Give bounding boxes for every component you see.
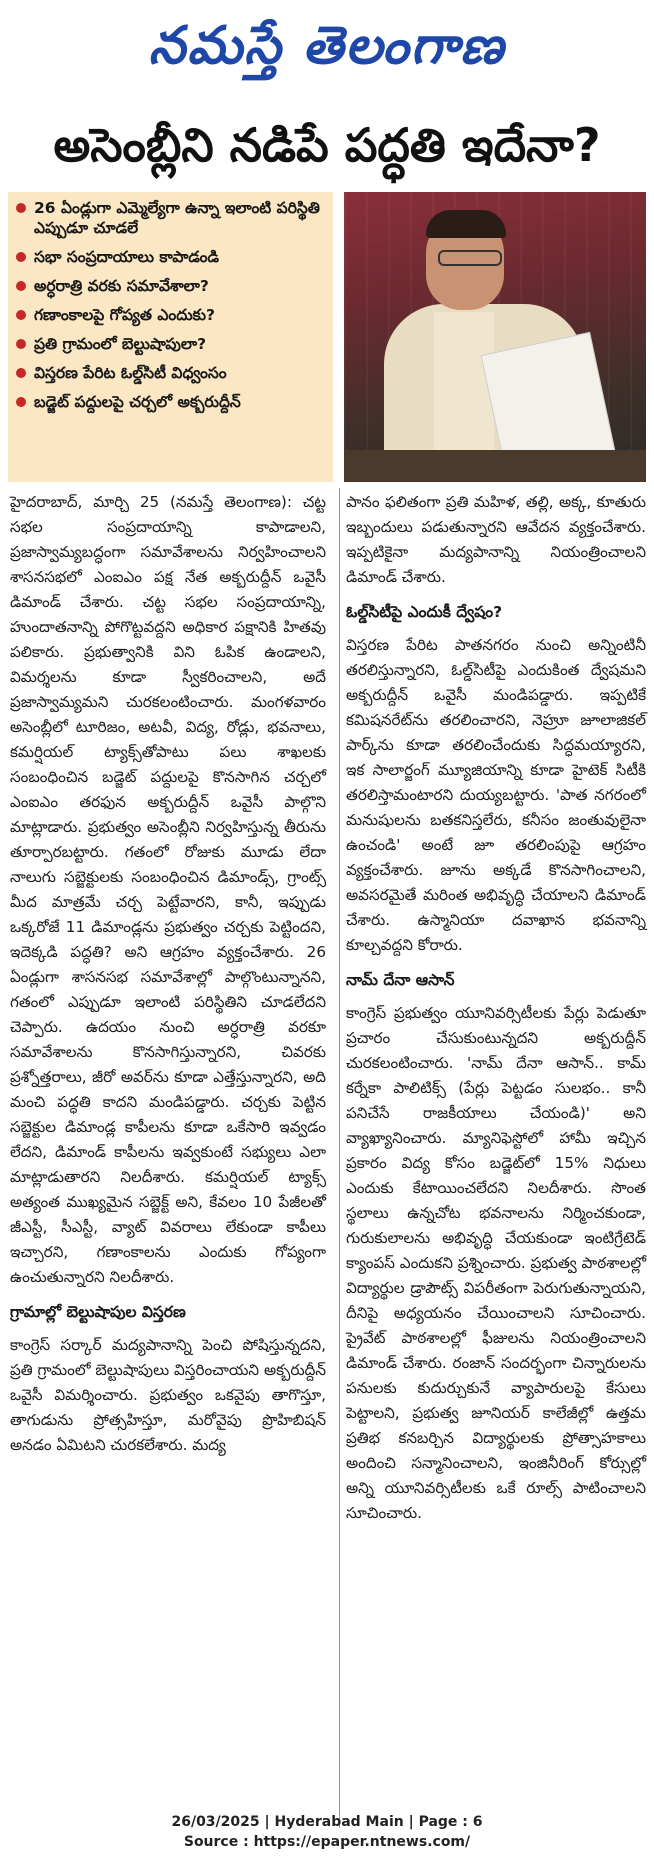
photo-figure-glasses [438,250,502,266]
section-subheading: నామ్ దేనా ఆసాన్ [346,971,455,989]
bullet-icon [16,310,26,320]
article-paragraph: హైదరాబాద్, మార్చి 25 (నమస్తే తెలంగాణ): చట్ట సభల సంప్రదాయాన్ని కాపాడాలని, ప్రజాస్వామ్యబద్ధంగా సమావేశాలను నిర్వహించాలని శాసనసభలో ఎంఐఎం పక్ష నేత అక్బరుద్దీన్ ఒవైసీ డిమాండ్ చేశారు. చట్ట సభల సంప్రదాయాన్ని, హుందాతనాన్ని పోగొట్టవద్దని అధికార పక్షానికి హితవు పలికారు. ప్రభుత్వానికి విని ఓపిక ఉండాలని, విమర్శలను కూడా స్వీకరించాలని, అదే ప్రజాస్వామ్యమని చురకలంటించారు. మంగళవారం అసెంబ్లీలో టూరిజం, అటవీ, విద్య, రోడ్లు, భవనాలు, కమర్షియల్ ట్యాక్స్‌తోపాటు పలు శాఖలకు సంబంధించిన బడ్జెట్ పద్దులపై కొనసాగిన చర్చలో ఎంఐఎం తరఫున అక్బరుద్దీన్ ఒవైసీ పాల్గొని మాట్లాడారు. ప్రభుత్వం అసెంబ్లీని నిర్వహిస్తున్న తీరును తూర్పారబట్టారు. గతంలో రోజుకు మూడు లేదా నాలుగు సబ్జెక్టులకు సంబంధించిన డిమాండ్స్, గ్రాంట్స్ మీద మాత్రమే చర్చ పెట్టేవారని, కానీ, ఇప్పుడు ఒక్కరోజే 11 డిమాండ్లను ప్రభుత్వం చర్చకు పెట్టిందని, ఇదెక్కడి పద్ధతి? అని ఆగ్రహం వ్యక్తంచేశారు. 26 ఏండ్లుగా శాసనసభ సమావేశాల్లో పాల్గొంటున్నానని, గతంలో ఎప్పుడూ ఇలాంటి పరిస్థితిని చూడలేదని చెప్పారు. ఉదయం నుంచి అర్ధరాత్రి వరకూ సమావేశాలను కొనసాగిస్తున్నారని, చివరకు ప్రశ్నోత్తరాలు, జీరో అవర్‌ను కూడా ఎత్తేస్తున్నారని, అది మంచి పద్ధతి కాదని మండిపడ్డారు. చర్చకు పెట్టిన సబ్జెక్టుల డిమాండ్ల కాపీలను కూడా ఒకేసారి ఇవ్వడం లేదని, డిమాండ్ కాపీలను ఇవ్వకుంటే సభ్యులు ఎలా మాట్లాడుతారని నిలదీశారు. కమర్షియల్ ట్యాక్స్ అత్యంత ముఖ్యమైన సబ్జెక్ట్ అని, కేవలం 10 పేజీలతో జీఎస్టీ, సీఎస్టీ, వ్యాట్ వివరాలు లేకుండా కాపీలు ఇచ్చారని, గణాంకాలను ఎందుకు గోప్యంగా ఉంచుతున్నారని నిలదీశారు. [10,493,326,1286]
article-paragraph: పానం ఫలితంగా ప్రతి మహిళ, తల్లి, అక్క, కూతురు ఇబ్బందులు పడుతున్నారని ఆవేదన వ్యక్తంచేశారు. ఇప్పటికైనా మద్యపానాన్ని నియంత్రించాలని డిమాండ్ చేశారు. [346,493,646,586]
highlight-text: సభా సంప్రదాయాలు కాపాడండి [34,248,219,266]
highlight-text: ప్రతి గ్రామంలో బెల్టుషాపులా? [34,335,207,353]
highlights-list [8,192,333,412]
highlight-text: గణాంకాలపై గోప్యత ఎందుకు? [34,306,215,324]
footer-source: Source : https://epaper.ntnews.com/ [183,1834,471,1850]
article-paragraph: కాంగ్రెస్ సర్కార్ మద్యపానాన్ని పెంచి పోషిస్తున్నదని, ప్రతి గ్రామంలో బెల్టుషాపులు విస్తరించాయని అక్బరుద్దీన్ ఒవైసీ విమర్శించారు. ప్రభుత్వం ఒకవైపు తాగొస్తూ, తాగుడును ప్రోత్సహిస్తూ, మరోవైపు ప్రొహిబిషన్ అనడం ఏమిటని చురకలేశారు. మద్య [10,1336,326,1454]
photo-figure-hair [426,210,506,238]
photo-desk [344,450,646,482]
bullet-icon [16,397,26,407]
right-column [346,490,646,1526]
left-column [10,490,326,1458]
speaker-photo [344,192,646,482]
highlight-text: విస్తరణ పేరిట ఓల్డ్‌సిటీ విధ్వంసం [34,364,227,382]
highlight-item [14,363,327,383]
bullet-icon [16,368,26,378]
column-divider [339,488,340,1828]
bullet-icon [16,339,26,349]
highlight-item [14,334,327,354]
headline-text: అసెంబ్లీని నడిపే పద్ధతి ఇదేనా? [53,118,601,172]
highlight-text: అర్ధరాత్రి వరకు సమావేశాలా? [34,277,209,295]
page-footer [0,1812,654,1852]
highlight-item [14,198,327,238]
highlights-box [8,192,333,482]
section-subheading: గ్రామాల్లో బెల్టుషాపుల విస్తరణ [10,1303,186,1321]
highlight-text: బడ్జెట్ పద్దులపై చర్చలో అక్బరుద్దీన్ [34,393,241,411]
highlight-text: 26 ఏండ్లుగా ఎమ్మెల్యేగా ఉన్నా ఇలాంటి పరిస్థితి ఎప్పుడూ చూడలే [34,199,320,237]
bullet-icon [16,252,26,262]
highlight-item [14,305,327,325]
highlight-item [14,247,327,267]
section-subheading: ఓల్డ్‌సిటీపై ఎందుకీ ద్వేషం? [346,603,503,621]
masthead [0,0,654,92]
article-paragraph: విస్తరణ పేరిట పాతనగరం నుంచి అన్నింటినీ తరలిస్తున్నారని, ఓల్డ్‌సిటీపై ఎందుకింత ద్వేషమని అక్బరుద్దీన్ ఒవైసీ మండిపడ్డారు. ఇప్పటికే కమిషనరేట్‌ను తరలించారని, నెహ్రూ జూలాజికల్ పార్క్‌ను కూడా తరలించేందుకు సిద్ధమయ్యారని, ఇక సాలార్జంగ్ మ్యూజియాన్ని కూడా హైటెక్ సిటీకి తరలిస్తామంటారని దుయ్యబట్టారు. 'పాత నగరంలో మనుషులను బతకనిస్తలేరు, కనీసం జంతువులైనా ఉంచండి' అంటే జూ తరలింపుపై ఆగ్రహం వ్యక్తంచేశారు. జూను అక్కడే కొనసాగించాలని, అవసరమైతే మరింత అభివృద్ధి చేయాలని డిమాండ్ చేశారు. ఉస్మానియా దవాఖాన భవనాన్ని కూల్చవద్దని కోరారు. [346,636,646,954]
bullet-icon [16,203,26,213]
highlight-item [14,276,327,296]
highlight-item [14,392,327,412]
footer-date-edition: 26/03/2025 | Hyderabad Main | Page : 6 [171,1814,483,1830]
bullet-icon [16,281,26,291]
masthead-title: నమస్తే తెలంగాణ [148,15,506,76]
headline [0,100,654,190]
article-paragraph: కాంగ్రెస్ ప్రభుత్వం యూనివర్సిటీలకు పేర్లు పెడుతూ ప్రచారం చేసుకుంటున్నదని అక్బరుద్దీన్ చురకలంటించారు. 'నామ్ దేనా ఆసాన్.. కామ్ కర్నేకా పాలిటిక్స్ (పేర్లు పెట్టడం సులభం.. కానీ పనిచేసే రాజకీయాలు చేయండి)' అని వ్యాఖ్యానించారు. మ్యానిఫెస్టోలో హామీ ఇచ్చిన ప్రకారం విద్య కోసం బడ్జెట్‌లో 15% నిధులు ఎందుకు కేటాయించలేదని నిలదీశారు. సొంత స్థలాలు ఉన్నచోట భవనాలను నిర్మించకుండా, గురుకులాలను అభివృద్ధి చేయకుండా ఇంటిగ్రేటెడ్ క్యాంపస్ ఎందుకని ప్రశ్నించారు. ప్రభుత్వ పాఠశాలల్లో విద్యార్థుల డ్రాపౌట్స్ విపరీతంగా పెరుగుతున్నాయని, దీనిపై అధ్యయనం చేయించాలని సూచించారు. ప్రైవేట్ పాఠశాలల్లో ఫీజులను నియంత్రించాలని డిమాండ్ చేశారు. రంజాన్ సందర్భంగా చిన్నారులను పనులకు కుదుర్చుకునే వ్యాపారులపై కేసులు పెట్టాలని, ప్రభుత్వ జూనియర్ కాలేజీల్లో ఉత్తమ ప్రతిభ కనబర్చిన విద్యార్థులకు ప్రోత్సాహకాలు అందించి సన్మానించాలని, ఇంజినీరింగ్ కోర్సుల్లో అన్ని యూనివర్సిటీలకు ఒకే రూల్స్ పాటించాలని సూచించారు. [346,1004,646,1522]
